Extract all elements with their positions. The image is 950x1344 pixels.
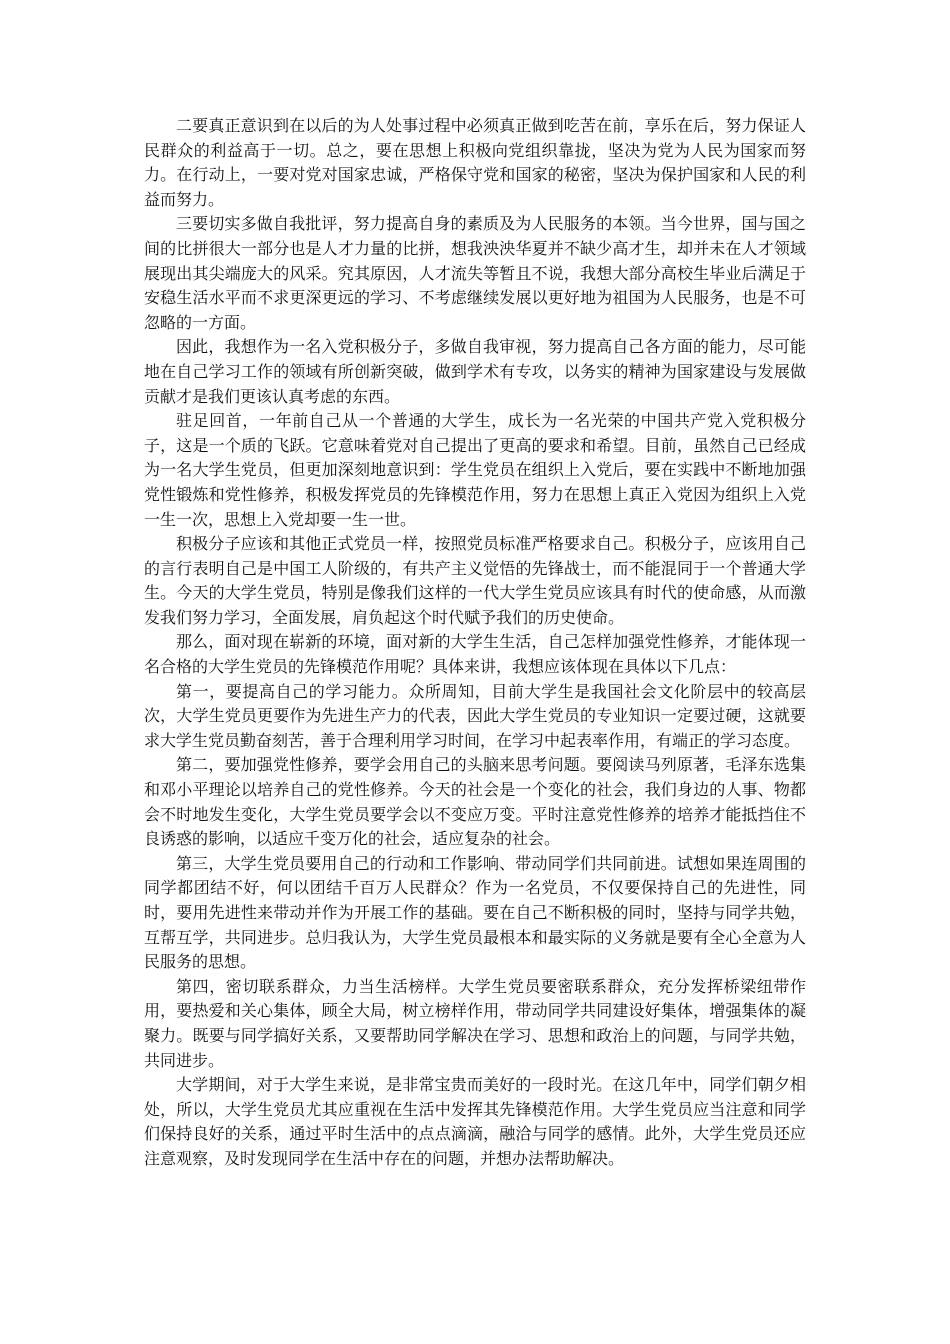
- paragraph-2: 三要切实多做自我批评，努力提高自身的素质及为人民服务的本领。当今世界，国与国之间的比拼很大一部分也是人才力量的比拼，想我泱泱华夏并不缺少高才生，却并未在人才领域展现出其尖端庞大的风采。究其原因，人才流失等暂且不说，我想大部分高校生毕业后满足于安稳生活水平而不求更深更远的学习、不考虑继续发展以更好地为祖国为人民服务，也是不可忽略的一方面。: [144, 214, 806, 332]
- paragraph-10: 第四，密切联系群众，力当生活榜样。大学生党员要密联系群众，充分发挥桥梁纽带作用，要热爱和关心集体，顾全大局，树立榜样作用，带动同学共同建设好集体，增强集体的凝聚力。既要与同学搞好关系，又要帮助同学解决在学习、思想和政治上的问题，与同学共勉，共同进步。: [144, 976, 806, 1070]
- paragraph-3: 因此，我想作为一名入党积极分子，多做自我审视，努力提高自己各方面的能力，尽可能地在自己学习工作的领域有所创新突破，做到学术有专攻，以务实的精神为国家建设与发展做贡献才是我们更该认真考虑的东西。: [144, 337, 806, 406]
- paragraph-1: 二要真正意识到在以后的为人处事过程中必须真正做到吃苦在前，享乐在后，努力保证人民群众的利益高于一切。总之，要在思想上积极向党组织靠拢，坚决为党为人民为国家而努力。在行动上，一要对党对国家忠诚，严格保守党和国家的秘密，坚决为保护国家和人民的利益而努力。: [144, 116, 806, 209]
- paragraph-5: 积极分子应该和其他正式党员一样，按照党员标准严格要求自己。积极分子，应该用自己的言行表明自己是中国工人阶级的，有共产主义觉悟的先锋战士，而不能混同于一个普通大学生。今天的大学生党员，特别是像我们这样的一代大学生党员应该具有时代的使命感，从而激发我们努力学习，全面发展，肩负起这个时代赋予我们的历史使命。: [144, 534, 806, 627]
- paragraph-8: 第二，要加强党性修养，要学会用自己的头脑来思考问题。要阅读马列原著，毛泽东选集和邓小平理论以培养自己的党性修养。今天的社会是一个变化的社会，我们身边的人事、物都会不时地发生变化，大学生党员要学会以不变应万变。平时注意党性修养的培养才能抵挡住不良诱惑的影响，以适应千变万化的社会，适应复杂的社会。: [144, 755, 806, 849]
- paragraph-4: 驻足回首，一年前自己从一个普通的大学生，成长为一名光荣的中国共产党入党积极分子，这是一个质的飞跃。它意味着党对自己提出了更高的要求和希望。目前，虽然自己已经成为一名大学生党员，但更加深刻地意识到：学生党员在组织上入党后，要在实践中不断地加强党性锻炼和党性修养，积极发挥党员的先锋模范作用，努力在思想上真正入党因为组织上入党一生一次，思想上入党却要一生一世。: [144, 411, 806, 529]
- document-page: [144, 114, 806, 1172]
- paragraph-7: 第一，要提高自己的学习能力。众所周知，目前大学生是我国社会文化阶层中的较高层次，大学生党员更要作为先进生产力的代表，因此大学生党员的专业知识一定要过硬，这就要求大学生党员勤奋刻苦，善于合理利用学习时间，在学习中起表率作用，有端正的学习态度。: [144, 681, 806, 750]
- paragraph-11: 大学期间，对于大学生来说，是非常宝贵而美好的一段时光。在这几年中，同学们朝夕相处，所以，大学生党员尤其应重视在生活中发挥其先锋模范作用。大学生党员应当注意和同学们保持良好的关系，通过平时生活中的点点滴滴，融洽与同学的感情。此外，大学生党员还应注意观察，及时发现同学在生活中存在的问题，并想办法帮助解决。: [144, 1075, 806, 1168]
- paragraph-6: 那么，面对现在崭新的环境，面对新的大学生生活，自己怎样加强党性修养，才能体现一名合格的大学生党员的先锋模范作用呢？具体来讲，我想应该体现在具体以下几点：: [144, 632, 806, 677]
- paragraph-9: 第三，大学生党员要用自己的行动和工作影响、带动同学们共同前进。试想如果连周围的同学都团结不好，何以团结千百万人民群众？作为一名党员，不仅要保持自己的先进性，同时，要用先进性来带动并作为开展工作的基础。要在自己不断积极的同时，坚持与同学共勉，互帮互学，共同进步。总归我认为，大学生党员最根本和最实际的义务就是要有全心全意为人民服务的思想。: [144, 853, 806, 972]
